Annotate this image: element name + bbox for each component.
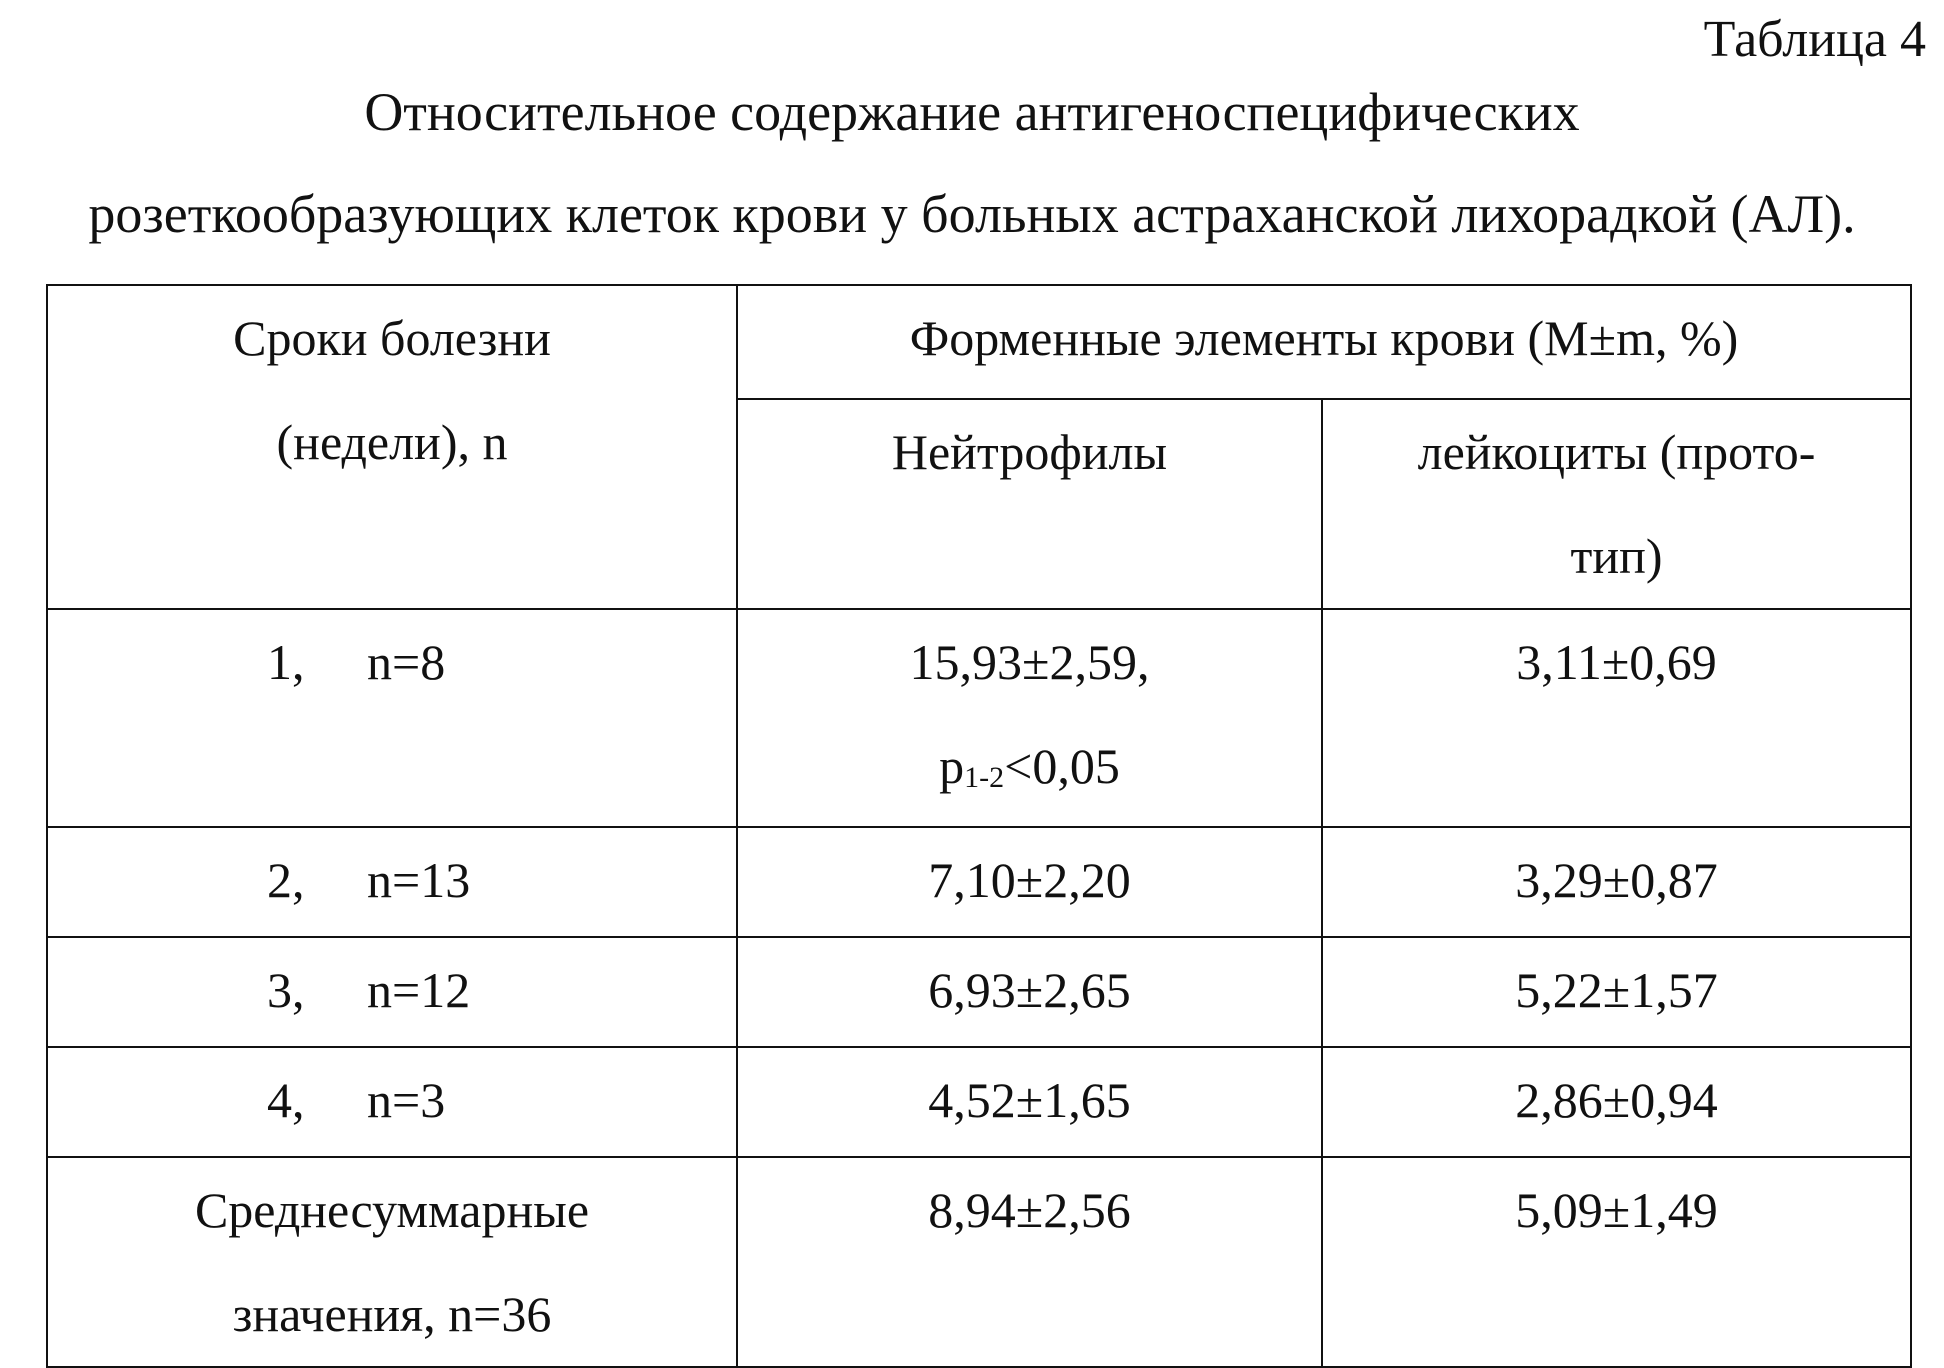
neutrophils-cell: 7,10±2,20 [737,827,1322,937]
note-rest: <0,05 [1004,738,1120,794]
table-label: Таблица 4 [1703,11,1926,68]
sample-size: n=13 [367,852,471,908]
header-leukocytes [1322,399,1911,609]
note-p: p [939,738,965,794]
summary-row [47,1157,1911,1367]
table-row [47,1047,1911,1157]
table-row [47,609,1911,827]
sample-size: n=12 [367,962,471,1018]
table-row [47,937,1911,1047]
sample-size: n=8 [367,634,446,690]
term-cell [47,937,737,1047]
neutrophils-cell: 4,52±1,65 [737,1047,1322,1157]
table-title-line-1: Относительное содержание антигеноспецифических [364,82,1580,142]
header-leukocytes-line-2: тип) [1570,528,1663,584]
header-group: Форменные элементы крови (M±m, %) [737,285,1911,399]
note-subscript: 1-2 [964,761,1005,794]
summary-label-cell [47,1157,737,1367]
leukocytes-cell: 5,22±1,57 [1322,937,1911,1047]
week-number: 3, [267,962,305,1018]
neutrophils-cell [737,609,1322,827]
table-title-line-2: розеткообразующих клеток крови у больных астраханской лихорадкой (АЛ). [88,184,1856,244]
sample-size: n=3 [367,1072,446,1128]
leukocytes-cell: 3,11±0,69 [1322,609,1911,827]
week-number: 1, [267,634,305,690]
summary-neutrophils: 8,94±2,56 [737,1157,1322,1367]
term-cell [47,609,737,827]
header-term [47,285,737,609]
summary-label-line-2: значения, n=36 [232,1286,552,1342]
term-cell [47,1047,737,1157]
header-term-line-2: (недели), n [276,414,508,470]
week-number: 2, [267,852,305,908]
header-term-line-1: Сроки болезни [233,310,551,366]
week-number: 4, [267,1072,305,1128]
significance-note [746,714,1313,818]
summary-leukocytes: 5,09±1,49 [1322,1157,1911,1367]
neutrophils-value: 15,93±2,59, [909,634,1150,690]
neutrophils-cell: 6,93±2,65 [737,937,1322,1047]
header-neutrophils: Нейтрофилы [737,399,1322,609]
header-row [47,285,1911,399]
leukocytes-cell: 2,86±0,94 [1322,1047,1911,1157]
term-cell [47,827,737,937]
data-table [46,284,1912,1368]
table-row [47,827,1911,937]
summary-label-line-1: Среднесуммарные [194,1182,590,1238]
header-leukocytes-line-1: лейкоциты (прото- [1417,424,1816,480]
leukocytes-cell: 3,29±0,87 [1322,827,1911,937]
